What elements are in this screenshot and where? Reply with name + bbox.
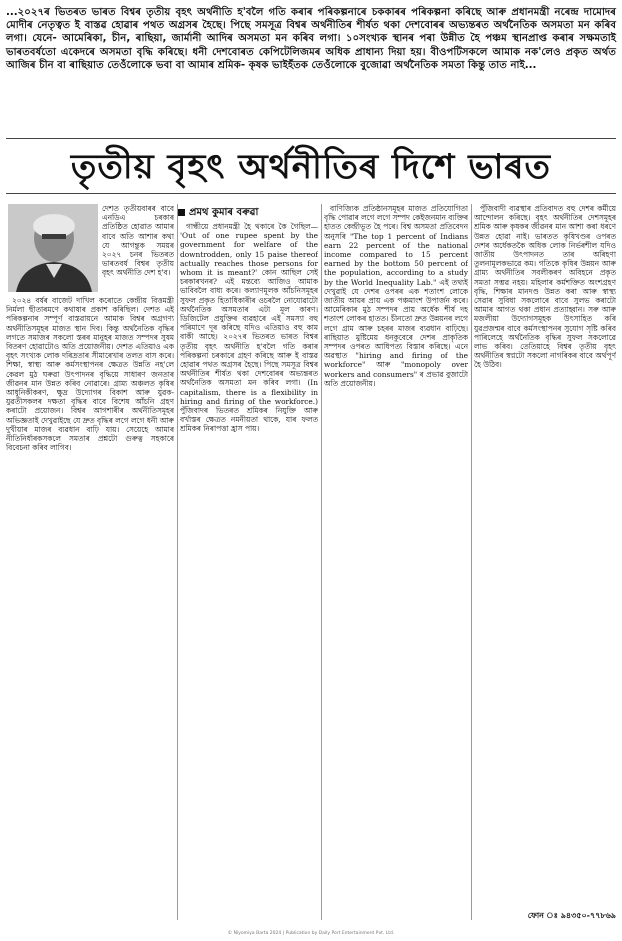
lead-intro: ...২০২৭ৰ ভিতৰত ভাৰত বিশ্বৰ তৃতীয় বৃহৎ অৰ্থনীতি হ'বলৈ গতি কৰাৰ পৰিকল্পনাৰে চককাৰৰ পৰিকল্পনা কৰিছে আৰু প্ৰধানমন্ত্ৰী নৰেন্দ্ৰ দামোদৰ মোদীৰ নেতৃত্বত ই বাস্তৱ হোৱাৰ পথত অগ্ৰসৰ হৈছে। পিছে সমসূত্ৰ বিশ্বৰ অৰ্থনীতিৰ শীৰ্ষত থকা দেশবোৰৰ অভ্যন্তৰত অৰ্থনৈতিক অসমতা মন কৰিব লগা। যেনে- আমেৰিকা, চীন, ৰাছিয়া, জাৰ্মানী আদিৰ অসমতা মন কৰিব লগা। ১০সংখ্যক স্থানৰ পৰা উন্নীত হৈ পঞ্চম স্থানপ্ৰাপ্ত কৰাৰ সক্ষমতাই ভাৰতবৰ্ষতো একেদৰে অসমতা বৃদ্ধি কৰিছে। ধনী দেশবোৰত কেপিটেলিজমৰ অধিক প্ৰাধান্য দিয়া হয়। বীওপটিসকলে আমাক নক'লেও প্ৰকৃত অৰ্থত আজিৰ চীন বা ৰাছিয়াত তেওঁলোকে ভবা বা আমাৰ শ্ৰমিক- কৃষক ভাইহঁতক তেওঁলোকে বুজোৱা অৰ্থনৈতিক সমতা কিন্তু তাত নাই... bbox=[6, 7, 616, 71]
contact-phone: ফোন ঃ ৯৪৩৫০-৭৭৮৬৯ bbox=[527, 911, 616, 920]
byline-square-icon bbox=[178, 209, 185, 216]
column-1-intro: দেশত তৃতীয়বাৰৰ বাবে এনডিএ চৰকাৰ প্ৰতিষ্ঠিত হোৱাত আমাৰ বাবে অতি আশাৰ কথা যে আগন্তুক সময়ৰ ২০২৭ চনৰ ভিতৰত ভাৰতবৰ্ষ বিশ্বৰ তৃতীয় বৃহৎ অৰ্থনীতি দেশ হ'ব। bbox=[102, 204, 174, 278]
article-column-3 bbox=[324, 204, 468, 922]
lead-divider bbox=[6, 138, 616, 139]
article-headline: তৃতীয় বৃহৎ অৰ্থনীতিৰ দিশে ভাৰত bbox=[70, 147, 552, 187]
article-column-1 bbox=[6, 296, 174, 922]
column-divider bbox=[321, 204, 322, 920]
column-1-text: ২০২৪ বৰ্ষৰ বাজেট দাখিল কৰোতে কেন্দ্ৰীয় বিত্তমন্ত্ৰী নিৰ্মলা ছীতাৰমণে কথাষাৰ প্ৰকাশ কৰিছিল। দেশত এই পৰিকল্পনাৰ সম্পূৰ্ণ বাস্তৱায়নে আমাক বিশ্বৰ অগ্ৰগণ্য অৰ্থনীতিসমূহৰ মাজত স্থান দিব। কিন্তু অৰ্থনৈতিক বৃদ্ধিৰ লগতে সমাজৰ সকলো স্তৰৰ মানুহৰ মাজত সম্পদৰ সুষম বিতৰণ হোৱাটোও অতি প্ৰয়োজনীয়। দেশত এতিয়াও এক বৃহৎ সংখ্যক লোক দৰিদ্ৰতাৰ সীমাৰেখাৰ তলত বাস কৰে। শিক্ষা, স্বাস্থ্য আৰু কৰ্মসংস্থাপনৰ ক্ষেত্ৰত উন্নতি নহ'লে কেৱল মুঠ ঘৰুৱা উৎপাদনৰ বৃদ্ধিয়ে সাধাৰণ জনতাৰ জীৱনৰ মান উন্নত কৰিব নোৱাৰে। গ্ৰাম্য অঞ্চলত কৃষিৰ আধুনিকীকৰণ, ক্ষুদ্ৰ উদ্যোগৰ বিকাশ আৰু যুৱক-যুৱতীসকলৰ দক্ষতা বৃদ্ধিৰ বাবে বিশেষ আঁচনি গ্ৰহণ কৰাটো প্ৰয়োজন। বিশ্বৰ আগশাৰীৰ অৰ্থনীতিসমূহৰ অভিজ্ঞতাই দেখুৱাইছে যে দ্ৰুত বৃদ্ধিৰ লগে লগে ধনী আৰু দুখীয়াৰ মাজৰ ব্যৱধান বাঢ়ি যায়। সেয়েহে আমাৰ নীতিনিৰ্ধাৰকসকলে সমতাৰ প্ৰশ্নটো গুৰুত্ব সহকাৰে বিবেচনা কৰিব লাগিব। bbox=[6, 296, 174, 453]
page-footer: © Niyomiya Barta 2024 | Publication by Daily Port Entertainment Pvt. Ltd. bbox=[227, 931, 395, 936]
author-photo bbox=[8, 204, 98, 292]
headline-divider bbox=[6, 193, 616, 194]
article-column-2 bbox=[180, 222, 318, 922]
byline bbox=[178, 205, 318, 222]
column-2-text: গান্ধীয়ে প্ৰধানমন্ত্ৰী হৈ থকাৰে কৈ গৈছিল— 'Out of one rupee spent by the government for welfare of the downtrodden, only 15 paise thereof actually reaches those persons for whom it is meant?' কোন আছিল সেই চৰকাৰখনৰ? এই মন্তব্যে আজিও আমাক ভাবিবলৈ বাধ্য কৰে। কল্যাণমূলক আঁচনিসমূহৰ সুফল প্ৰকৃত হিতাধিকাৰীৰ ওচৰলৈ নোযোৱাটো অৰ্থনৈতিক অসমতাৰ এটা মূল কাৰণ। ডিজিটেল প্ৰযুক্তিৰ ব্যৱহাৰে এই সমস্যা বহু পৰিমাণে দূৰ কৰিছে যদিও এতিয়াও বহু কাম বাকী আছে। ২০২৭ৰ ভিতৰত ভাৰত বিশ্বৰ তৃতীয় বৃহৎ অৰ্থনীতি হ'বলৈ গতি কৰাৰ পৰিকল্পনা চৰকাৰে গ্ৰহণ কৰিছে আৰু ই বাস্তৱ হোৱাৰ পথত অগ্ৰসৰ হৈছে। পিছে সমসূত্ৰ বিশ্বৰ অৰ্থনীতিৰ শীৰ্ষত থকা দেশবোৰৰ অভ্যন্তৰত অৰ্থনৈতিক অসমতা মন কৰিব লগা। (In capitalism, there is a flexibility in hiring and firing of the workforce.) পুঁজিবাদৰ ভিতৰত শ্ৰমিকৰ নিযুক্তি আৰু বৰ্খাস্তৰ ক্ষেত্ৰত নমনীয়তা থাকে, যাৰ ফলত শ্ৰমিকৰ নিৰাপত্তা হ্ৰাস পায়। bbox=[180, 222, 318, 434]
author-name: প্ৰমথ কুমাৰ বৰুৱা bbox=[189, 207, 259, 218]
column-4-text: পুঁজিবাদী ব্যৱস্থাৰ প্ৰতিবাদত বহু দেশৰ কৰ্মীয়ে আন্দোলন কৰিছে। বৃহৎ অৰ্থনীতিৰ দেশসমূহৰ শ্ৰমিক আৰু কৃষকৰ জীৱনৰ মান আশা কৰা ধৰণে উন্নত হোৱা নাই। ভাৰতত কৃষিখণ্ডৰ ওপৰত দেশৰ অৰ্ধেকতকৈ অধিক লোক নিৰ্ভৰশীল যদিও জাতীয় উৎপাদনত তাৰ অৰিহণা তুলনামূলকভাৱে কম। গতিকে কৃষিৰ উন্নয়ন আৰু গ্ৰাম্য অৰ্থনীতিৰ সবলীকৰণ অবিহনে প্ৰকৃত সমতা সম্ভৱ নহয়। মহিলাৰ কৰ্মশক্তিত অংশগ্ৰহণ বৃদ্ধি, শিক্ষাৰ মানদণ্ড উন্নত কৰা আৰু স্বাস্থ্য সেৱাৰ সুবিধা সকলোৰে বাবে সুলভ কৰাটো আমাৰ আগত থকা প্ৰধান প্ৰত্যাহ্বান। সৰু আৰু মজলীয়া উদ্যোগসমূহক উৎসাহিত কৰি যুৱপ্ৰজন্মৰ বাবে কৰ্মসংস্থাপনৰ সুযোগ সৃষ্টি কৰিব পাৰিলেহে অৰ্থনৈতিক বৃদ্ধিৰ সুফল সকলোৱে লাভ কৰিব। তেতিয়াহে বিশ্বৰ তৃতীয় বৃহৎ অৰ্থনীতিৰ স্বপ্নটো সকলো নাগৰিকৰ বাবে অৰ্থপূৰ্ণ হৈ উঠিব। bbox=[474, 204, 616, 370]
column-divider bbox=[471, 204, 472, 920]
article-column-4 bbox=[474, 204, 616, 904]
author-portrait-image bbox=[8, 204, 98, 292]
column-divider bbox=[177, 204, 178, 920]
column-3-text: বাণিজ্যিক প্ৰতিষ্ঠানসমূহৰ মাজত প্ৰতিযোগিতা বৃদ্ধি পোৱাৰ লগে লগে সম্পদ কেইজনমান ব্যক্তিৰ হাতত কেন্দ্ৰীভূত হৈ পৰে। বিশ্ব অসমতা প্ৰতিবেদন অনুসৰি "The top 1 percent of Indians earn 22 percent of the national income compared to 15 percent earned by the bottom 50 percent of the population, according to a study by the World Inequality Lab." এই তথ্যই দেখুৱাই যে দেশৰ ওপৰৰ এক শতাংশ লোকে জাতীয় আয়ৰ প্ৰায় এক পঞ্চমাংশ উপাৰ্জন কৰে। আমেৰিকাৰ মুঠ সম্পদৰ প্ৰায় অৰ্ধেক শীৰ্ষ দহ শতাংশ লোকৰ হাতত। চীনতো দ্ৰুত উন্নয়নৰ লগে লগে গ্ৰাম আৰু চহৰৰ মাজৰ ব্যৱধান বাঢ়িছে। ৰাছিয়াত মুষ্টিমেয় ধনকুবেৰে দেশৰ প্ৰাকৃতিক সম্পদৰ ওপৰত আধিপত্য বিস্তাৰ কৰিছে। এনে অৱস্থাত "hiring and firing of the workforce" আৰু "monopoly over workers and consumers" ৰ প্ৰভাৱ বুজাটো অতি প্ৰয়োজনীয়। bbox=[324, 204, 468, 388]
